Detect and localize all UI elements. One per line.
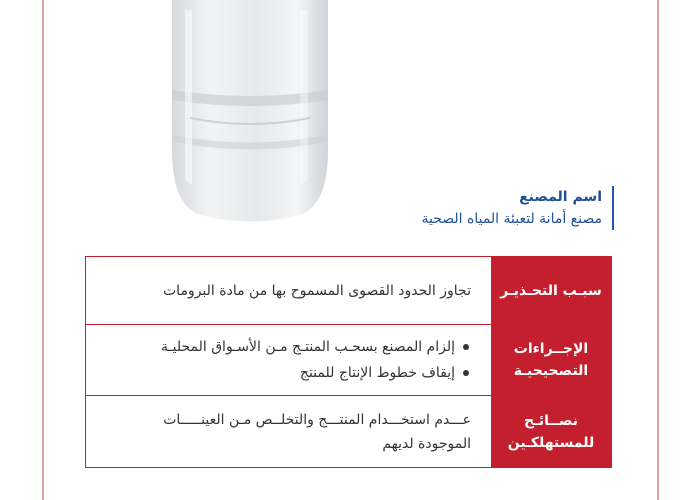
factory-name: مصنع أمانة لتعبئة المياه الصحية xyxy=(421,211,602,227)
reason-header: سبـب التحـذيـر xyxy=(491,257,611,324)
actions-header: الإجــراءات التصحيحيـة xyxy=(491,325,611,395)
actions-body xyxy=(86,325,491,395)
factory-info xyxy=(421,186,614,230)
left-frame-line xyxy=(42,0,44,500)
list-item: إيقاف خطوط الإنتاج للمنتج xyxy=(161,360,455,386)
table-row-reason xyxy=(86,257,611,325)
table-row-actions xyxy=(86,325,611,396)
reason-text: تجاوز الحدود القصوى المسموح بها من مادة البرومات xyxy=(163,282,471,299)
actions-list xyxy=(161,334,471,386)
list-item: إلزام المصنع بسحـب المنتـج مـن الأسـواق المحليـة xyxy=(161,334,455,360)
advice-text: عـــدم استخـــدام المنتـــج والتخلــص مـن العينـــــات الموجودة لديهم xyxy=(163,411,471,452)
warning-info-table xyxy=(85,256,612,468)
product-bottle-image xyxy=(160,0,340,230)
table-row-advice xyxy=(86,396,611,467)
factory-label: اسم المصنع xyxy=(519,189,602,205)
advice-header: نصــائـح للمستهلكـين xyxy=(491,396,611,467)
right-frame-line xyxy=(657,0,659,500)
